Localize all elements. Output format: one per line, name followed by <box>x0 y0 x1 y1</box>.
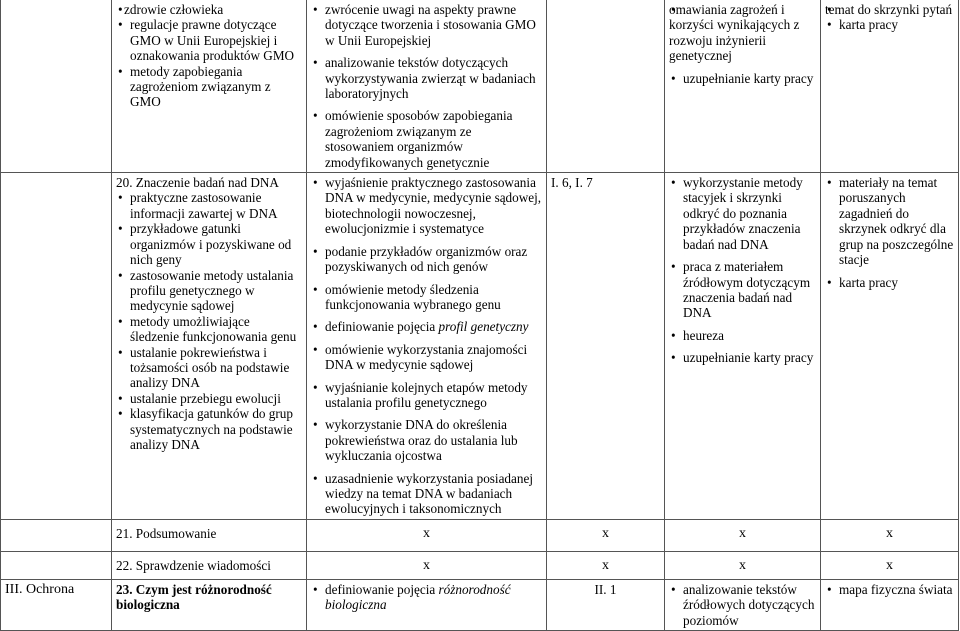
list-item: • zwrócenie uwagi na aspekty prawne dotyczące tworzenia i stosowania GMO w Unii Europejskiej <box>311 2 542 48</box>
list-item: • uzupełnianie karty pracy <box>669 350 816 365</box>
list-item: • ustalanie przebiegu ewolucji <box>116 391 302 406</box>
empty-mark: x <box>665 551 821 579</box>
list-item: • omówienie sposobów zapobiegania zagrożeniom związanym ze stosowaniem organizmów zmodyfikowanych genetycznie <box>311 108 542 170</box>
topic-list <box>116 190 302 452</box>
methods-cell <box>665 0 821 173</box>
requirements-list <box>311 582 542 613</box>
italic-term: różnorodność biologiczna <box>325 581 511 613</box>
item-text: definiowanie pojęcia <box>325 319 439 335</box>
empty-mark: x <box>665 519 821 551</box>
list-item <box>311 582 542 613</box>
list-item: • omówienie wykorzystania znajomości DNA w medycynie sądowej <box>311 342 542 373</box>
topic-list <box>116 2 302 110</box>
materials-list <box>825 582 954 597</box>
empty-mark: x <box>547 551 665 579</box>
materials-list <box>825 175 954 290</box>
requirements-list <box>311 175 542 517</box>
lesson-title: 21. Podsumowanie <box>112 519 307 551</box>
lesson-title: 23. Czym jest różnorodność biologiczna <box>112 579 307 630</box>
list-item: • ustalanie pokrewieństwa i tożsamości osób na podstawie analizy DNA <box>116 345 302 391</box>
empty-mark: x <box>547 519 665 551</box>
row-gmo-continuation <box>1 0 959 173</box>
list-item: • zastosowanie metody ustalania profilu genetycznego w medycynie sądowej <box>116 268 302 314</box>
methods-list <box>669 175 816 365</box>
row-lesson-23 <box>1 579 959 630</box>
list-item: • analizowanie tekstów dotyczących wykorzystywania zwierząt w badaniach laboratoryjnych <box>311 55 542 101</box>
italic-term: profil genetyczny <box>438 319 529 335</box>
list-item: • materiały na temat poruszanych zagadnień do skrzynek odkryć dla grup na poszczególne stacje <box>825 175 954 267</box>
section-title: III. Ochrona <box>1 579 112 630</box>
list-item: • regulacje prawne dotyczące GMO w Unii Europejskiej i oznakowania produktów GMO <box>116 17 302 63</box>
item-text: definiowanie pojęcia <box>325 581 439 597</box>
list-item: • uzasadnienie wykorzystania posiadanej wiedzy na temat DNA w badaniach ewolucyjnych i taksonomicznych <box>311 471 542 517</box>
list-item: • uzupełnianie karty pracy <box>669 71 816 86</box>
section-cell-empty <box>1 0 112 173</box>
section-cell-empty <box>1 173 112 520</box>
list-item: • metody umożliwiające śledzenie funkcjonowania genu <box>116 314 302 345</box>
list-item: • metody zapobiegania zagrożeniom związanym z GMO <box>116 64 302 110</box>
list-item: • mapa fizyczna świata <box>825 582 954 597</box>
list-item: • zdrowie człowieka <box>116 2 302 17</box>
list-item: • karta pracy <box>825 275 954 290</box>
list-item: • wyjaśnienie praktycznego zastosowania DNA w medycynie, medycynie sądowej, biotechnologii nowoczesnej, ewolucjonizmie i systematyce <box>311 175 542 237</box>
materials-cell <box>821 173 959 520</box>
materials-list <box>825 2 954 33</box>
reference-cell-empty <box>547 0 665 173</box>
list-item: • karta pracy <box>825 17 954 32</box>
requirements-cell <box>307 0 547 173</box>
methods-cell <box>665 579 821 630</box>
list-item: • wyjaśnianie kolejnych etapów metody ustalania profilu genetycznego <box>311 380 542 411</box>
list-item: • omawiania zagrożeń i korzyści wynikających z rozwoju inżynierii genetycznej <box>669 2 816 64</box>
reference-cell: II. 1 <box>547 579 665 630</box>
requirements-cell <box>307 579 547 630</box>
list-item: • podanie przykładów organizmów oraz pozyskiwanych od nich genów <box>311 244 542 275</box>
materials-cell <box>821 579 959 630</box>
requirements-list <box>311 2 542 170</box>
lesson-title: 20. Znaczenie badań nad DNA <box>116 175 279 191</box>
methods-list <box>669 582 816 628</box>
list-item: • klasyfikacja gatunków do grup systematycznych na podstawie analizy DNA <box>116 406 302 452</box>
list-item: • omówienie metody śledzenia funkcjonowania wybranego genu <box>311 282 542 313</box>
requirements-cell <box>307 173 547 520</box>
methods-list <box>669 2 816 86</box>
empty-mark: x <box>821 519 959 551</box>
list-item <box>311 319 542 334</box>
list-item: • temat do skrzynki pytań <box>825 2 954 17</box>
empty-mark: x <box>307 551 547 579</box>
empty-mark: x <box>821 551 959 579</box>
list-item: • praca z materiałem źródłowym dotyczącym znaczenia badań nad DNA <box>669 259 816 321</box>
row-lesson-22 <box>1 551 959 579</box>
section-cell-empty <box>1 551 112 579</box>
row-lesson-20 <box>1 173 959 520</box>
list-item: • wykorzystanie DNA do określenia pokrewieństwa oraz do ustalania lub wykluczania ojcostwa <box>311 417 542 463</box>
list-item: • heureza <box>669 328 816 343</box>
content-cell <box>112 0 307 173</box>
list-item: • analizowanie tekstów źródłowych dotyczących poziomów <box>669 582 816 628</box>
materials-cell <box>821 0 959 173</box>
methods-cell <box>665 173 821 520</box>
list-item: • wykorzystanie metody stacyjek i skrzynki odkryć do poznania przykładów znaczenia badań nad DNA <box>669 175 816 252</box>
row-lesson-21 <box>1 519 959 551</box>
reference-cell: I. 6, I. 7 <box>547 173 665 520</box>
list-item: • praktyczne zastosowanie informacji zawartej w DNA <box>116 190 302 221</box>
content-cell <box>112 173 307 520</box>
empty-mark: x <box>307 519 547 551</box>
section-cell-empty <box>1 519 112 551</box>
list-item: • przykładowe gatunki organizmów i pozyskiwane od nich geny <box>116 221 302 267</box>
lesson-title: 22. Sprawdzenie wiadomości <box>112 551 307 579</box>
